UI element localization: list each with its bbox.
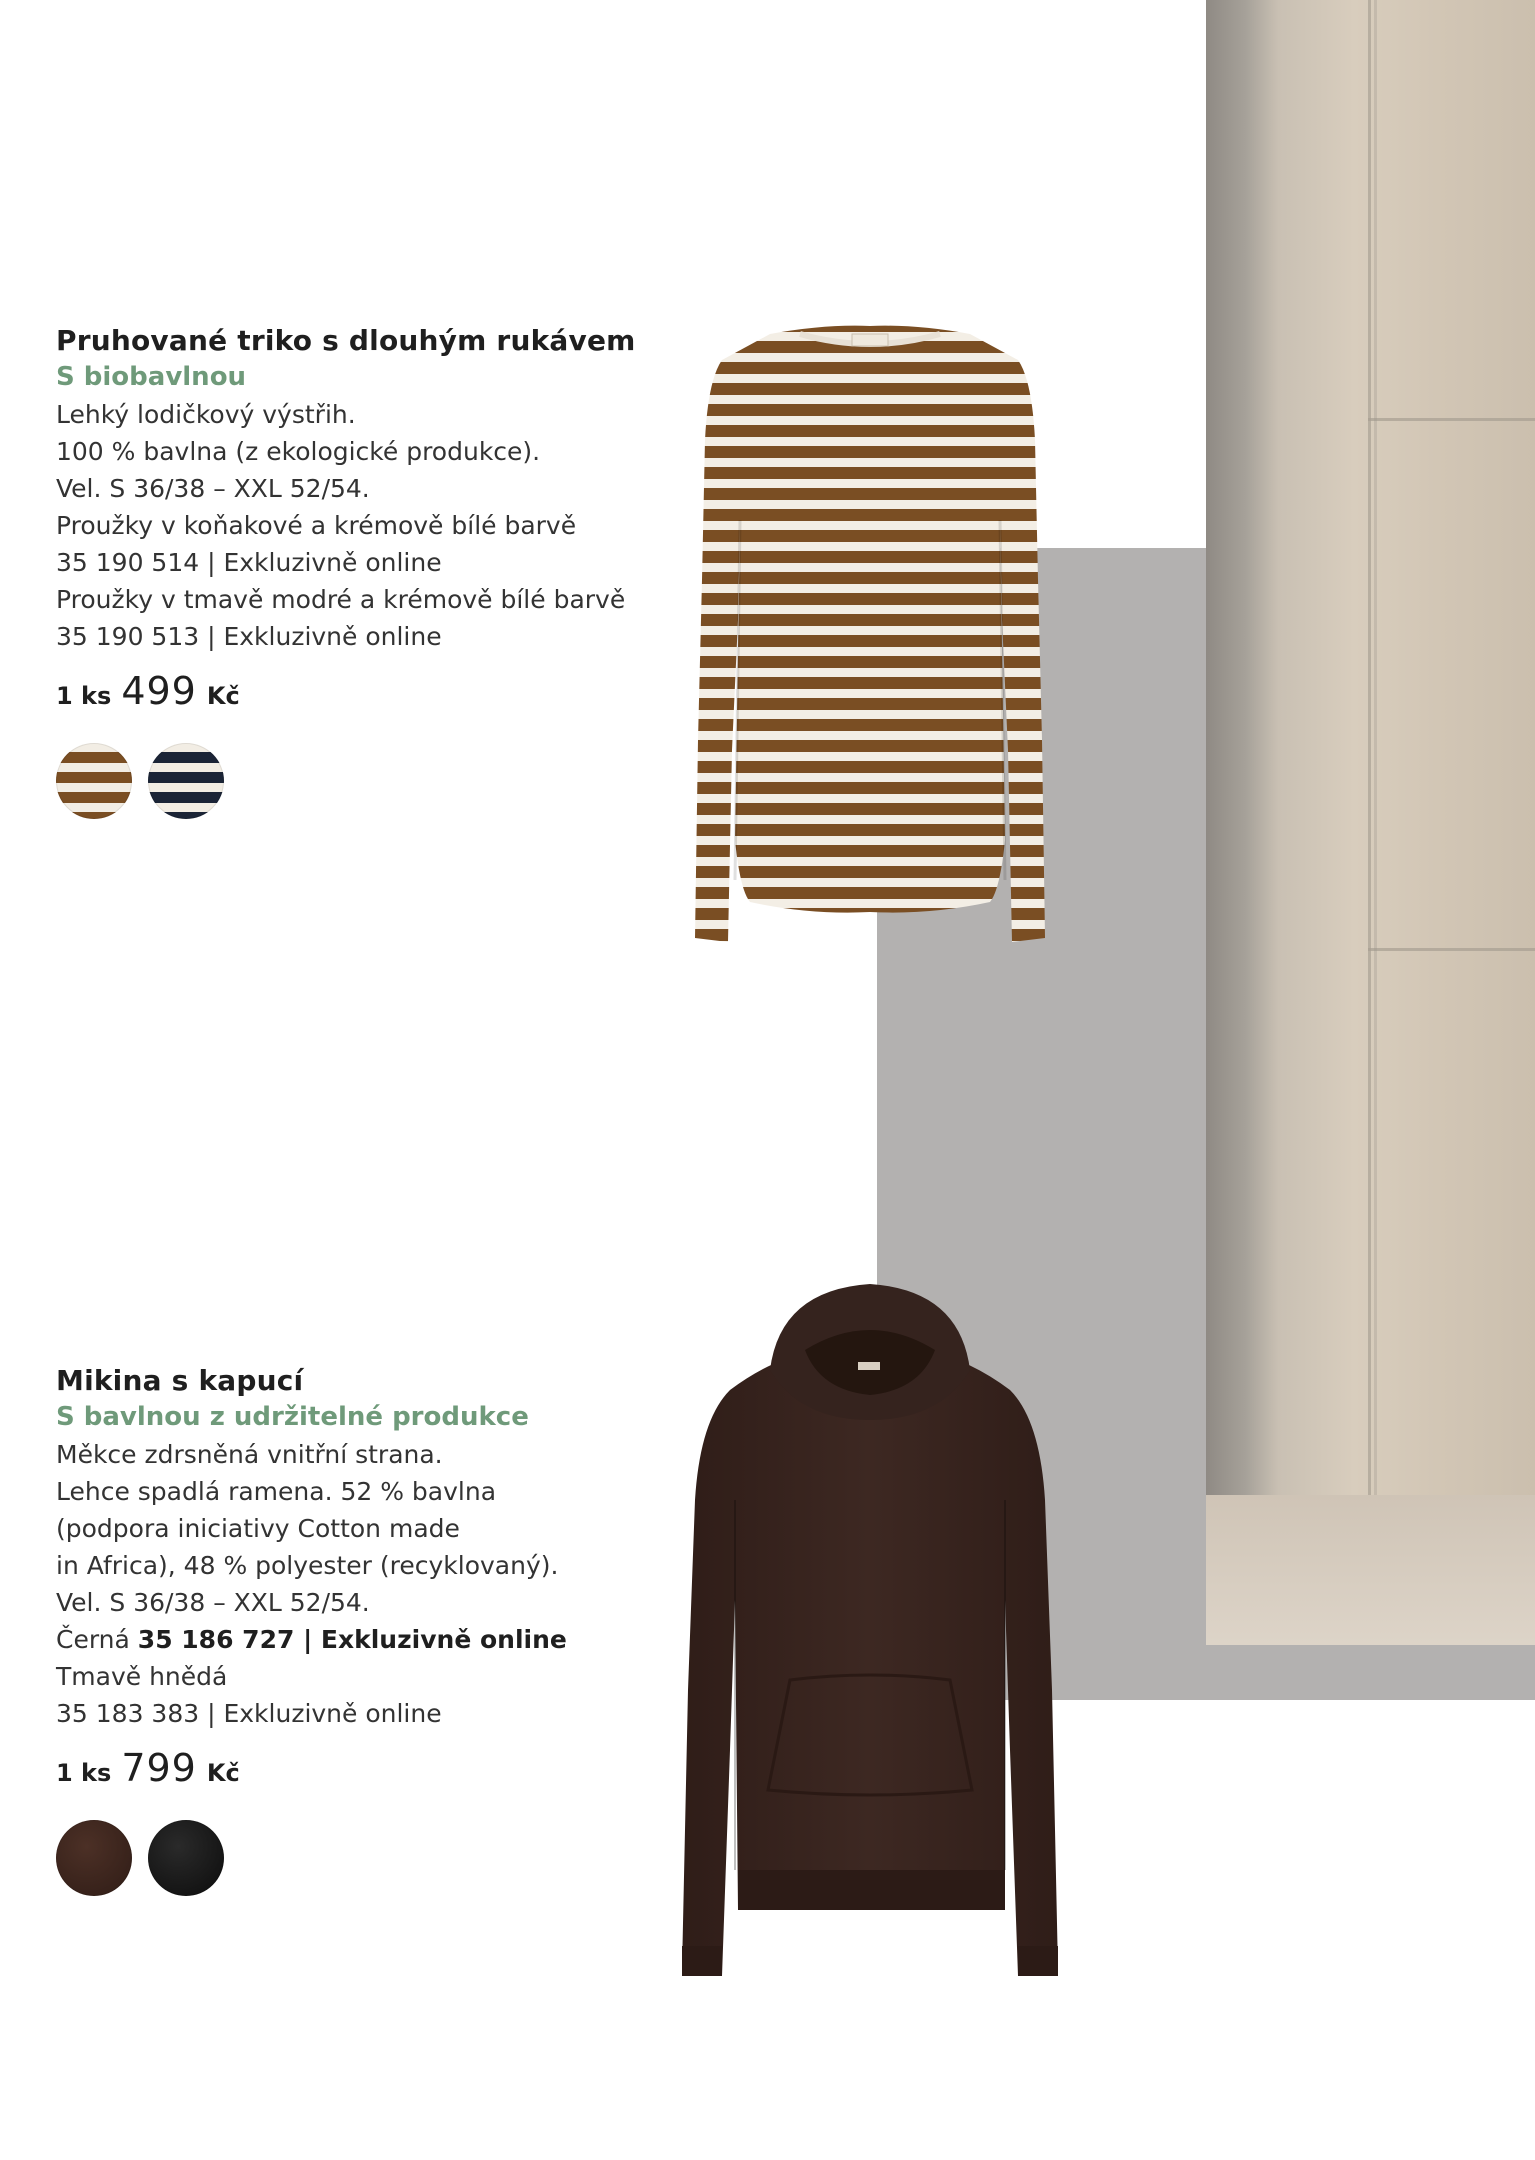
product-price: [56, 669, 656, 713]
product-description-line: (podpora iniciativy Cotton made: [56, 1514, 460, 1543]
product-description-line: Měkce zdrsněná vnitřní strana.: [56, 1440, 443, 1469]
price-currency: Kč: [206, 1759, 240, 1787]
price-quantity: 1 ks: [56, 682, 112, 710]
swatch-black[interactable]: [148, 1820, 224, 1896]
product-description-line: 100 % bavlna (z ekologické produkce).: [56, 437, 541, 466]
product-description-line: Lehký lodičkový výstřih.: [56, 400, 356, 429]
product-code: 35 190 513 | Exkluzivně online: [56, 622, 442, 651]
background-stone-wall-photo: [1206, 0, 1535, 1645]
product-title: Pruhované triko s dlouhým rukávem: [56, 324, 636, 357]
product-description-line: Lehce spadlá ramena. 52 % bavlna: [56, 1477, 497, 1506]
swatch-dark-brown[interactable]: [56, 1820, 132, 1896]
product-price: [56, 1746, 656, 1790]
product-variant-line: Tmavě hnědá: [56, 1662, 228, 1691]
product-subtitle: S biobavlnou: [56, 362, 247, 392]
product-description-line: Vel. S 36/38 – XXL 52/54.: [56, 1588, 370, 1617]
product-title: Mikina s kapucí: [56, 1364, 304, 1397]
product-variant-line: [56, 1621, 656, 1658]
hoodie-image: [620, 1270, 1120, 1990]
product-code: 35 186 727 | Exkluzivně online: [137, 1625, 567, 1654]
product-subtitle: S bavlnou z udržitelné produkce: [56, 1402, 529, 1432]
swatch-navy-stripe[interactable]: [148, 743, 224, 819]
product-description-line: in Africa), 48 % polyester (recyklovaný).: [56, 1551, 559, 1580]
swatch-brown-stripe[interactable]: [56, 743, 132, 819]
product-description-line: Vel. S 36/38 – XXL 52/54.: [56, 474, 370, 503]
price-amount: 799: [121, 1746, 197, 1790]
product-striped-shirt: [56, 322, 656, 819]
price-currency: Kč: [206, 682, 240, 710]
product-variant-line: Proužky v koňakové a krémově bílé barvě: [56, 511, 577, 540]
product-code: 35 190 514 | Exkluzivně online: [56, 548, 442, 577]
color-swatches: [56, 743, 656, 819]
striped-shirt-image: [640, 320, 1100, 950]
product-hoodie: [56, 1362, 656, 1896]
price-amount: 499: [121, 669, 197, 713]
product-code: 35 183 383 | Exkluzivně online: [56, 1699, 442, 1728]
price-quantity: 1 ks: [56, 1759, 112, 1787]
variant-label: Černá: [56, 1625, 130, 1654]
color-swatches: [56, 1820, 656, 1896]
product-variant-line: Proužky v tmavě modré a krémově bílé barvě: [56, 585, 626, 614]
